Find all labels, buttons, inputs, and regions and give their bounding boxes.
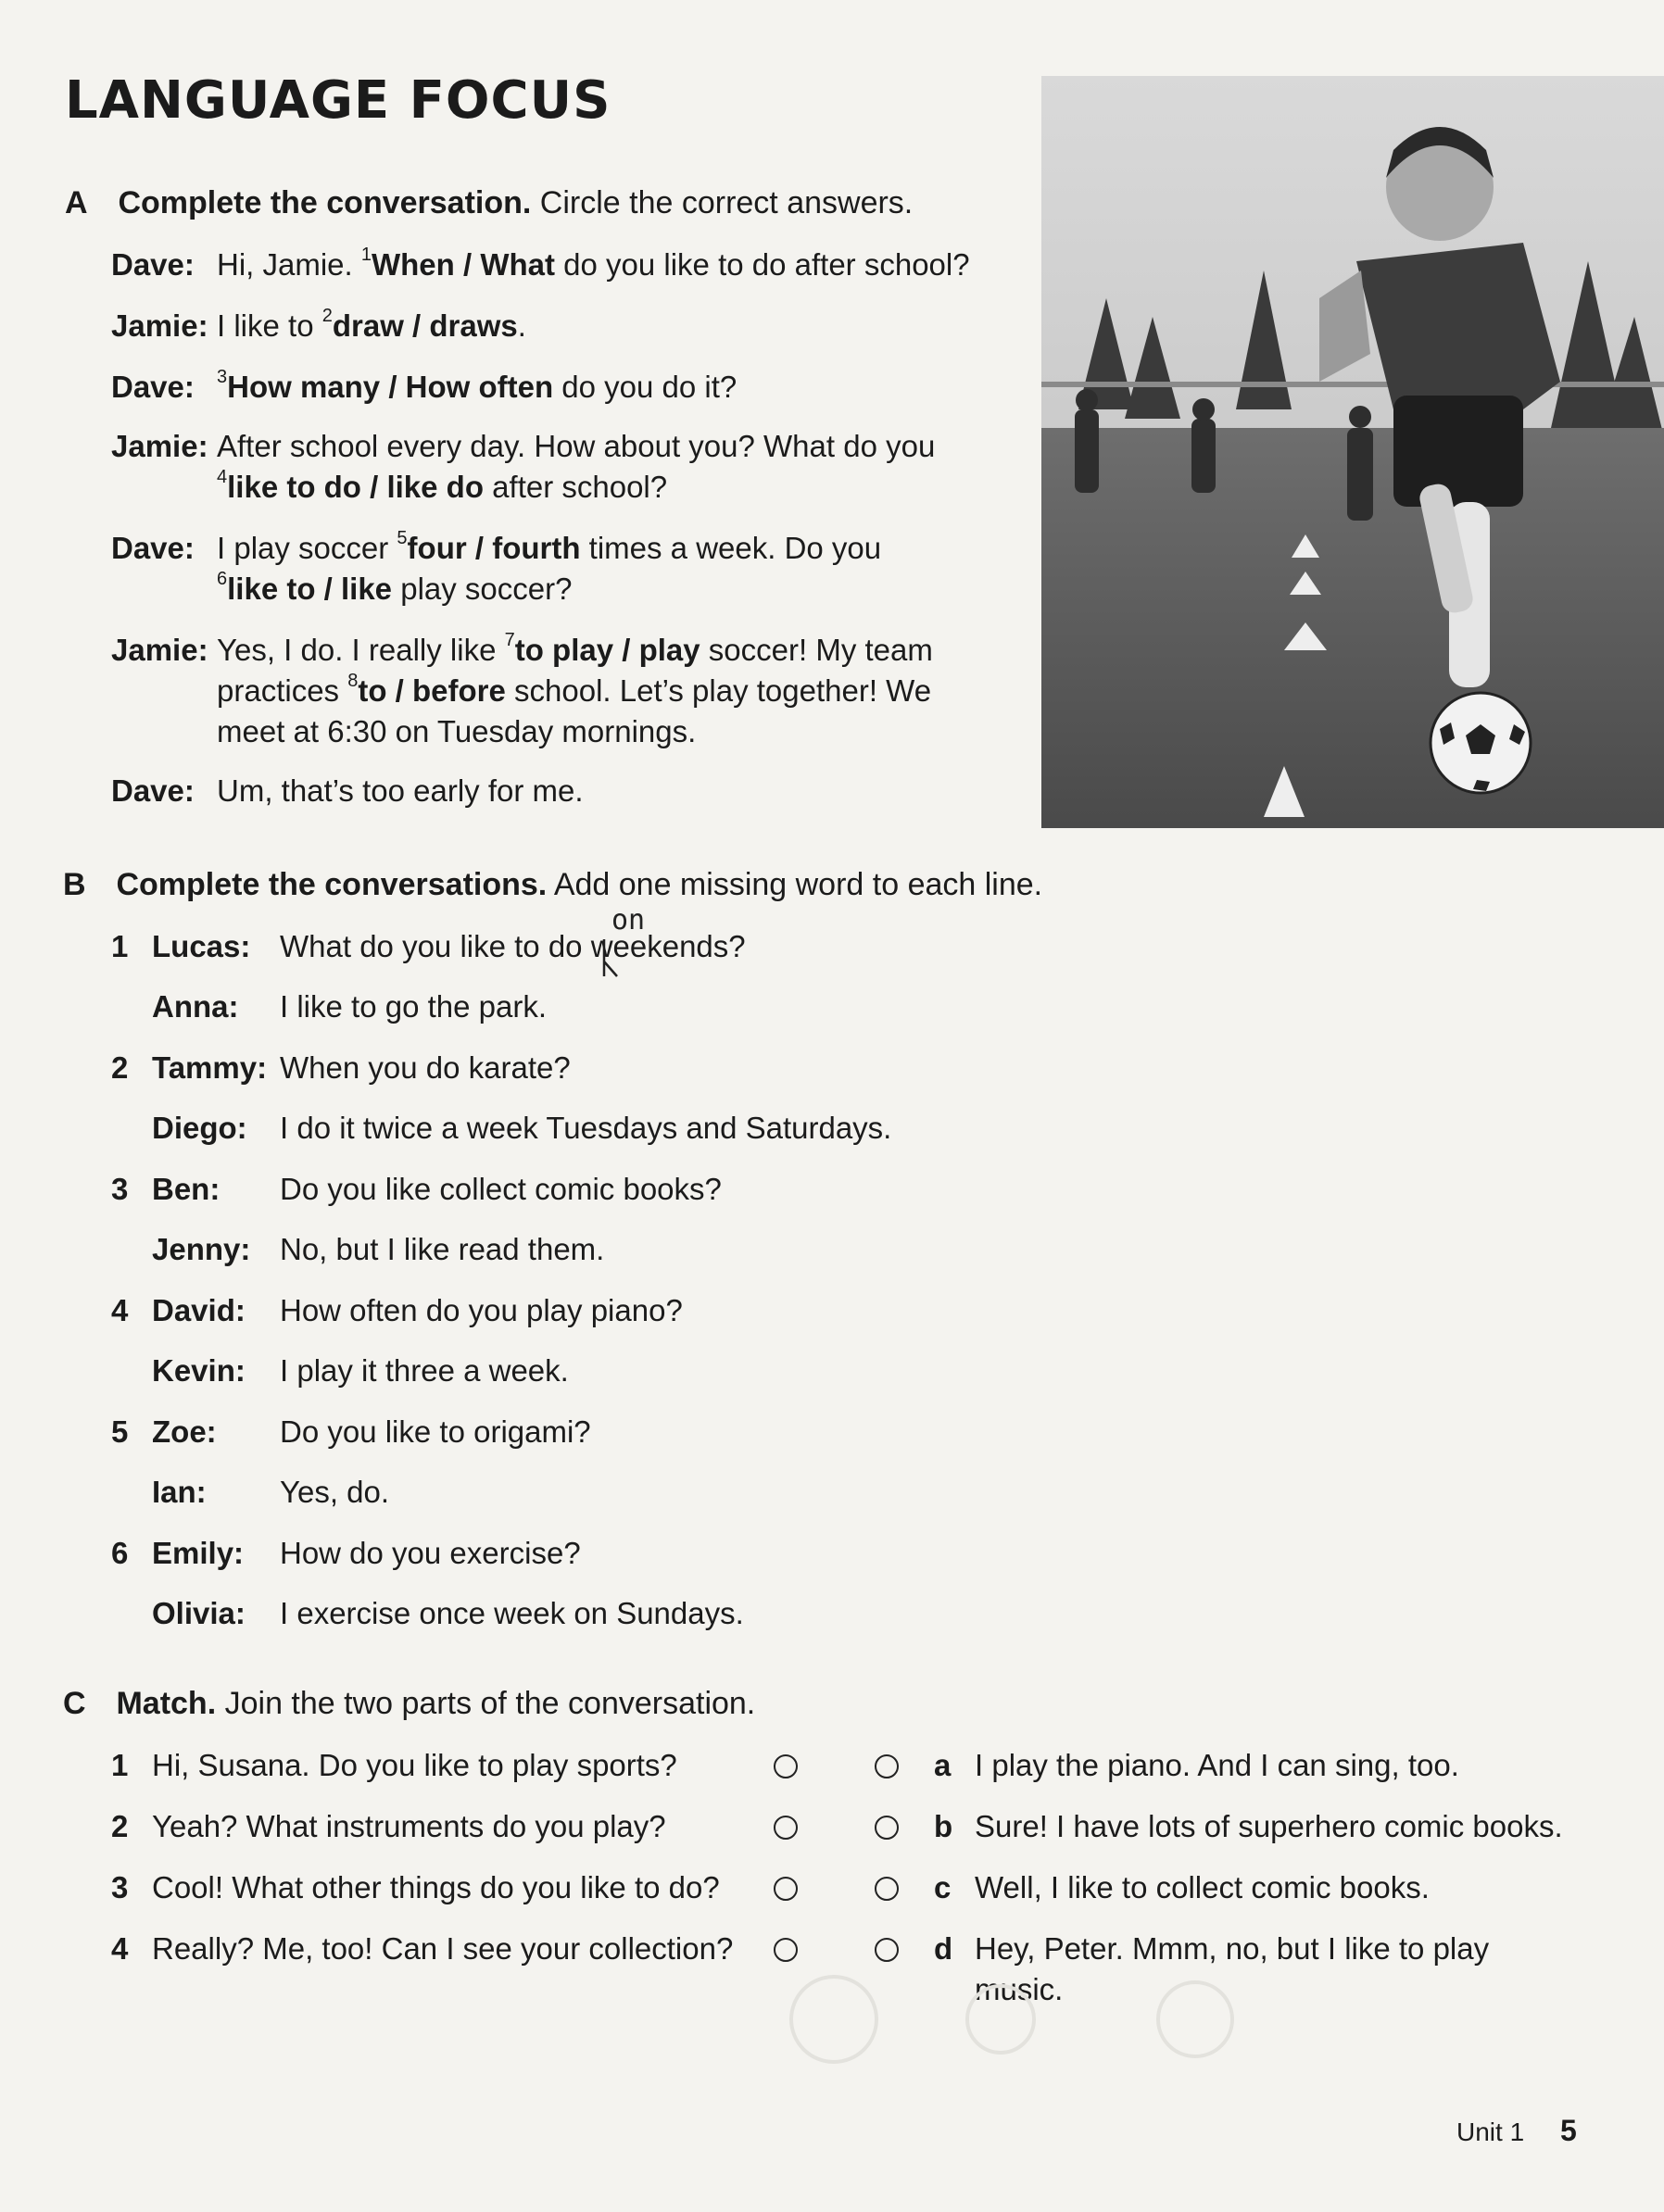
section-a-instruction-bold: Complete the conversation. bbox=[118, 185, 532, 220]
line-text: times a week. Do you bbox=[580, 531, 882, 565]
match-circle-right[interactable] bbox=[875, 1754, 899, 1778]
match-prompt: Hi, Susana. Do you like to play sports? bbox=[152, 1748, 677, 1782]
gap-number: 7 bbox=[504, 630, 515, 650]
dialogue-line bbox=[217, 630, 933, 671]
section-a-instruction: Circle the correct answers. bbox=[531, 185, 914, 220]
match-circle-right[interactable] bbox=[875, 1938, 899, 1962]
dialogue-line: I like to go the park. bbox=[280, 989, 547, 1024]
line-text: do you like to do after school? bbox=[554, 247, 970, 282]
section-c-instruction: Join the two parts of the conversation. bbox=[216, 1686, 756, 1721]
section-a-header bbox=[65, 185, 913, 221]
match-circle-left[interactable] bbox=[774, 1877, 798, 1901]
match-circle-left[interactable] bbox=[774, 1816, 798, 1840]
speaker-label: Lucas: bbox=[152, 929, 251, 963]
dialogue-line: No, but I like read them. bbox=[280, 1232, 605, 1266]
speaker-label: Dave: bbox=[111, 370, 195, 404]
section-letter: C bbox=[63, 1686, 86, 1721]
speaker-label: Jenny: bbox=[152, 1232, 251, 1266]
line-text: I like to bbox=[217, 308, 322, 343]
dialogue-line bbox=[217, 426, 935, 467]
speaker-label: Anna: bbox=[152, 989, 239, 1024]
dialogue-line: I play it three a week. bbox=[280, 1353, 569, 1388]
line-text: meet at 6:30 on Tuesday mornings. bbox=[217, 714, 697, 748]
answer-choice: draw / draws bbox=[332, 308, 518, 343]
speaker-label: David: bbox=[152, 1293, 246, 1327]
match-answer-continued: music. bbox=[975, 1972, 1064, 2006]
speaker-label: Jamie: bbox=[111, 429, 208, 463]
speaker-label: Jamie: bbox=[111, 633, 208, 667]
unit-label: Unit 1 bbox=[1456, 2118, 1525, 2146]
match-answer: Well, I like to collect comic books. bbox=[975, 1870, 1430, 1904]
item-number: 5 bbox=[111, 1414, 129, 1449]
match-circle-right[interactable] bbox=[875, 1816, 899, 1840]
match-answer: Hey, Peter. Mmm, no, but I like to play bbox=[975, 1931, 1490, 1966]
line-text: . bbox=[517, 308, 526, 343]
speaker-label: Kevin: bbox=[152, 1353, 246, 1388]
line-text: After school every day. How about you? What do you bbox=[217, 429, 936, 463]
speaker-label: Jamie: bbox=[111, 308, 208, 343]
dialogue-line: I exercise once week on Sundays. bbox=[280, 1596, 744, 1630]
line-text: school. Let’s play together! We bbox=[505, 673, 932, 708]
line-text: Hi, Jamie. bbox=[217, 247, 361, 282]
handwritten-correction: on bbox=[611, 904, 646, 936]
dialogue-line-continued bbox=[217, 711, 696, 752]
bleed-through-decoration bbox=[760, 1964, 1279, 2075]
dialogue-line: What do you like to do weekends? bbox=[280, 929, 746, 963]
speaker-label: Ian: bbox=[152, 1475, 207, 1509]
section-c-header bbox=[63, 1686, 755, 1722]
gap-number: 5 bbox=[397, 528, 408, 548]
option-letter: d bbox=[934, 1931, 953, 1966]
item-number: 3 bbox=[111, 1870, 129, 1904]
answer-choice: four / fourth bbox=[407, 531, 581, 565]
dialogue-line bbox=[217, 306, 526, 346]
dialogue-line: How often do you play piano? bbox=[280, 1293, 683, 1327]
item-number: 6 bbox=[111, 1536, 129, 1570]
item-number: 4 bbox=[111, 1293, 129, 1327]
item-number: 1 bbox=[111, 1748, 129, 1782]
speaker-label: Emily: bbox=[152, 1536, 245, 1570]
section-letter: B bbox=[63, 867, 86, 902]
dialogue-line: When you do karate? bbox=[280, 1050, 571, 1085]
option-letter: a bbox=[934, 1748, 952, 1782]
line-text: after school? bbox=[484, 470, 668, 504]
speaker-label: Tammy: bbox=[152, 1050, 268, 1085]
item-number: 1 bbox=[111, 929, 129, 963]
line-text: I play soccer bbox=[217, 531, 397, 565]
page-title: LANGUAGE FOCUS bbox=[65, 70, 611, 131]
speaker-label: Ben: bbox=[152, 1172, 221, 1206]
match-circle-left[interactable] bbox=[774, 1938, 798, 1962]
answer-choice: like to do / like do bbox=[227, 470, 484, 504]
option-letter: b bbox=[934, 1809, 953, 1843]
match-circle-right[interactable] bbox=[875, 1877, 899, 1901]
option-letter: c bbox=[934, 1870, 952, 1904]
match-answer: Sure! I have lots of superhero comic books. bbox=[975, 1809, 1563, 1843]
item-number: 2 bbox=[111, 1050, 129, 1085]
answer-choice: When / What bbox=[372, 247, 555, 282]
section-c-instruction-bold: Match. bbox=[116, 1686, 217, 1721]
dialogue-line: Do you like collect comic books? bbox=[280, 1172, 722, 1206]
dialogue-line bbox=[217, 771, 584, 811]
line-text: play soccer? bbox=[392, 572, 573, 606]
match-prompt: Cool! What other things do you like to do? bbox=[152, 1870, 720, 1904]
line-text: practices bbox=[217, 673, 348, 708]
answer-choice: to play / play bbox=[514, 633, 700, 667]
answer-choice: to / before bbox=[358, 673, 506, 708]
section-b-header bbox=[63, 867, 1042, 903]
dialogue-line: I do it twice a week Tuesdays and Saturdays. bbox=[280, 1111, 892, 1145]
line-text: do you do it? bbox=[553, 370, 737, 404]
item-number: 4 bbox=[111, 1931, 129, 1966]
match-answer: I play the piano. And I can sing, too. bbox=[975, 1748, 1459, 1782]
answer-choice: like to / like bbox=[227, 572, 393, 606]
match-prompt: Really? Me, too! Can I see your collection? bbox=[152, 1931, 734, 1966]
gap-number: 2 bbox=[321, 306, 333, 326]
answer-choice: How many / How often bbox=[227, 370, 554, 404]
dialogue-line: Yes, do. bbox=[280, 1475, 390, 1509]
match-circle-left[interactable] bbox=[774, 1754, 798, 1778]
speaker-label: Diego: bbox=[152, 1111, 247, 1145]
line-text: Yes, I do. I really like bbox=[217, 633, 505, 667]
section-letter: A bbox=[65, 185, 88, 220]
item-number: 2 bbox=[111, 1809, 129, 1843]
dialogue-line-continued bbox=[217, 671, 931, 711]
match-prompt: Yeah? What instruments do you play? bbox=[152, 1809, 666, 1843]
dialogue-line bbox=[217, 245, 970, 285]
dialogue-line bbox=[217, 528, 881, 569]
item-number: 3 bbox=[111, 1172, 129, 1206]
dialogue-line-continued bbox=[217, 467, 667, 508]
gap-number: 8 bbox=[347, 671, 359, 691]
line-text: Um, that’s too early for me. bbox=[217, 773, 584, 808]
section-b-instruction: Add one missing word to each line. bbox=[547, 867, 1043, 902]
dialogue-line: How do you exercise? bbox=[280, 1536, 581, 1570]
speaker-label: Dave: bbox=[111, 531, 195, 565]
gap-number: 1 bbox=[360, 245, 372, 265]
dialogue-line-continued bbox=[217, 569, 572, 610]
soccer-photo bbox=[1041, 76, 1664, 828]
speaker-label: Olivia: bbox=[152, 1596, 246, 1630]
section-b-instruction-bold: Complete the conversations. bbox=[116, 867, 548, 902]
page-number: 5 bbox=[1560, 2114, 1577, 2147]
speaker-label: Zoe: bbox=[152, 1414, 217, 1449]
speaker-label: Dave: bbox=[111, 773, 195, 808]
gap-number: 3 bbox=[217, 367, 228, 387]
gap-number: 6 bbox=[217, 569, 228, 589]
line-text: soccer! My team bbox=[700, 633, 933, 667]
dialogue-line: Do you like to origami? bbox=[280, 1414, 591, 1449]
dialogue-line bbox=[217, 367, 737, 408]
speaker-label: Dave: bbox=[111, 247, 195, 282]
gap-number: 4 bbox=[217, 467, 228, 487]
